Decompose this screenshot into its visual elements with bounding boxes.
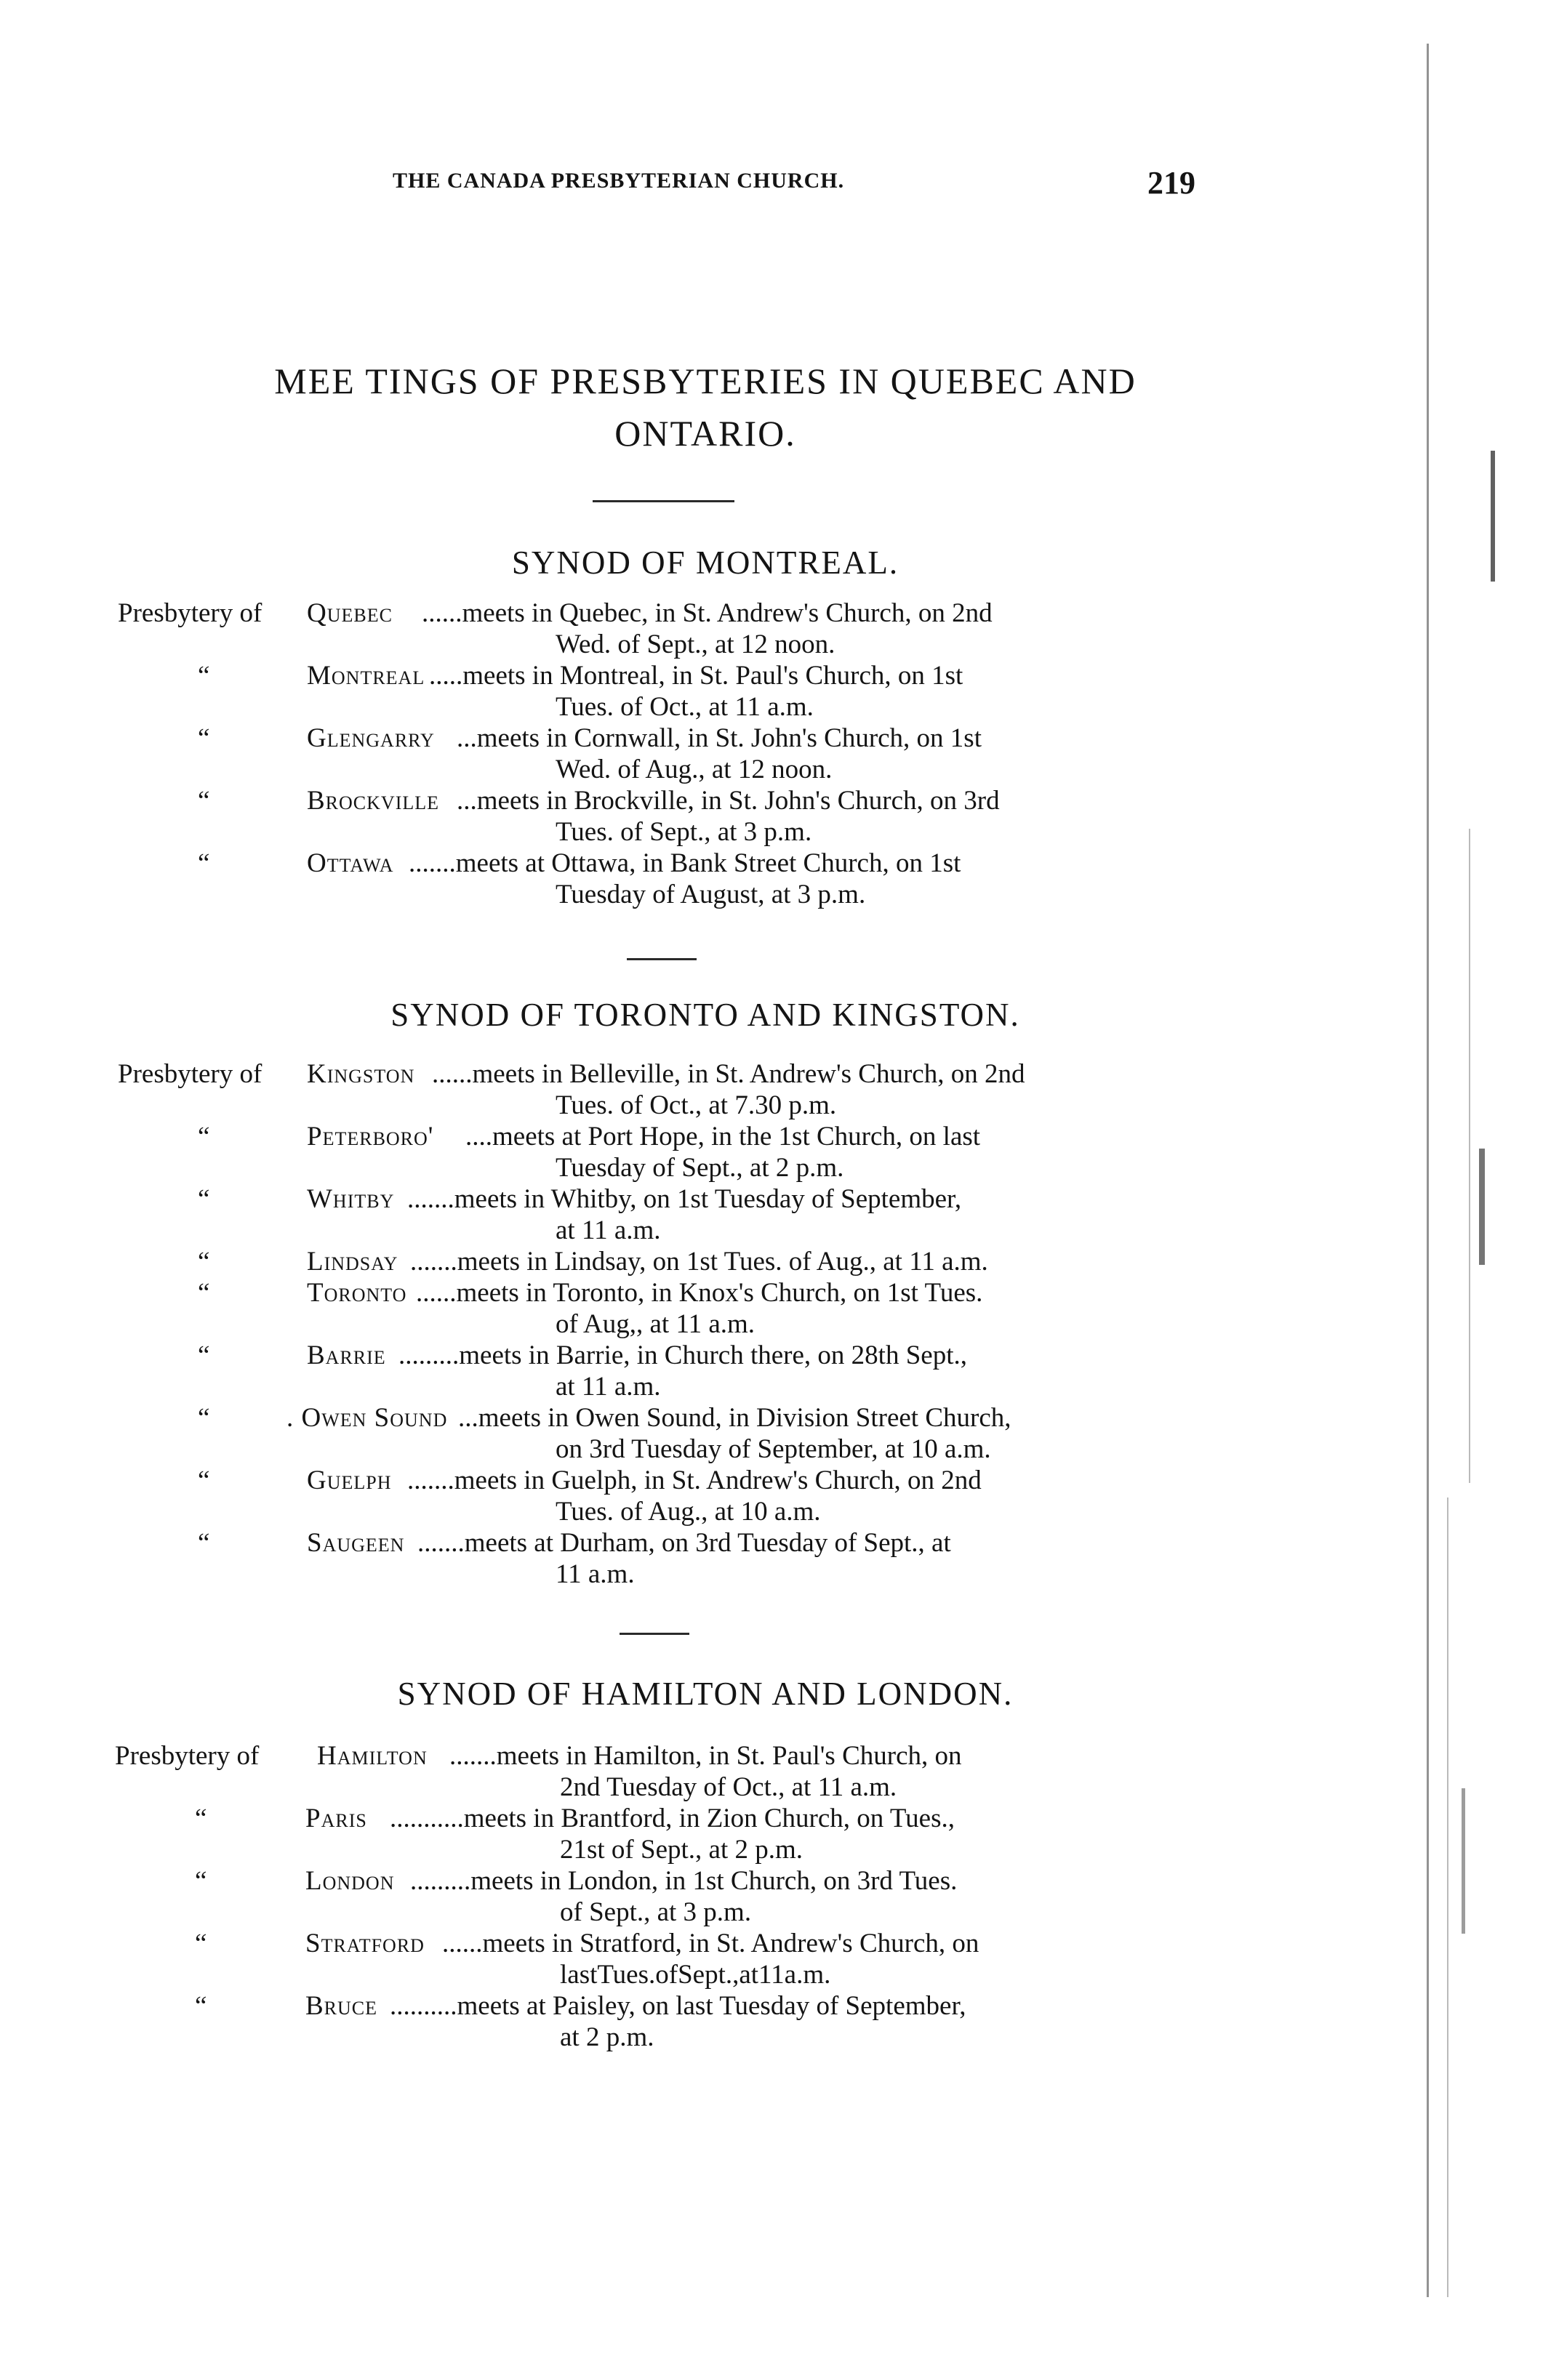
ditto-mark: “ <box>198 1247 210 1277</box>
ditto-mark: “ <box>198 1466 210 1495</box>
presbytery-entry <box>115 1803 1257 1865</box>
meeting-details: .......meets in Hamilton, in St. Paul's Church, on <box>449 1741 962 1771</box>
meeting-details: .......meets at Durham, on 3rd Tuesday of Sept., at <box>417 1528 951 1558</box>
presbytery-name: . Owen Sound <box>286 1403 448 1433</box>
meeting-details-cont: of Sept., at 3 p.m. <box>560 1897 752 1927</box>
presbytery-name: Bruce <box>305 1991 378 2021</box>
presbytery-name: London <box>305 1866 395 1896</box>
meeting-details: ......meets in Stratford, in St. Andrew's Church, on <box>442 1929 979 1958</box>
presbytery-name: Saugeen <box>307 1528 405 1558</box>
ditto-mark: “ <box>198 786 210 816</box>
scan-edge-artifact <box>1425 44 1520 2341</box>
section-divider <box>593 500 734 502</box>
page-title <box>145 355 1265 459</box>
meeting-details-cont: Tuesday of August, at 3 p.m. <box>556 880 866 909</box>
presbytery-name: Whitby <box>307 1184 395 1214</box>
scan-edge-line <box>1447 1497 1448 2297</box>
ditto-mark: “ <box>195 1866 207 1896</box>
running-head: THE CANADA PRESBYTERIAN CHURCH. <box>393 169 845 193</box>
section-divider <box>620 1633 689 1635</box>
meeting-details-cont: 21st of Sept., at 2 p.m. <box>560 1835 803 1865</box>
scan-edge-line <box>1427 44 1429 2297</box>
presbytery-name: Paris <box>305 1804 367 1833</box>
presbytery-label: Presbytery of <box>118 598 262 628</box>
meeting-details: .......meets in Guelph, in St. Andrew's Church, on 2nd <box>407 1466 982 1495</box>
scan-edge-line <box>1469 829 1470 1483</box>
presbytery-entry <box>115 1865 1257 1928</box>
ditto-mark: “ <box>198 1340 210 1370</box>
presbytery-name: Peterboro' <box>307 1122 434 1151</box>
meeting-details-cont: on 3rd Tuesday of September, at 10 a.m. <box>556 1434 991 1464</box>
meeting-details: ....meets at Port Hope, in the 1st Church, on last <box>465 1122 981 1151</box>
ditto-mark: “ <box>195 1929 207 1958</box>
presbytery-name: Lindsay <box>307 1247 398 1277</box>
meeting-details: ...meets in Brockville, in St. John's Church, on 3rd <box>457 786 1000 816</box>
presbytery-entry <box>118 1246 1252 1277</box>
meeting-details-cont: 2nd Tuesday of Oct., at 11 a.m. <box>560 1772 897 1802</box>
presbytery-entry <box>118 1527 1252 1590</box>
meeting-details-cont: 11 a.m. <box>556 1559 635 1589</box>
meeting-details-cont: of Aug,, at 11 a.m. <box>556 1309 756 1339</box>
presbytery-label: Presbytery of <box>118 1059 262 1089</box>
meeting-details-cont: at 11 a.m. <box>556 1215 661 1245</box>
ditto-mark: “ <box>198 1528 210 1558</box>
presbytery-entry <box>118 1277 1252 1340</box>
meeting-details: .......meets at Ottawa, in Bank Street Church, on 1st <box>409 848 961 878</box>
meeting-details: ......meets in Belleville, in St. Andrew's Church, on 2nd <box>432 1059 1025 1089</box>
synod-heading-toronto-kingston: SYNOD OF TORONTO AND KINGSTON. <box>390 997 1020 1033</box>
presbytery-entry <box>118 660 1252 723</box>
presbytery-name: Kingston <box>307 1059 415 1089</box>
presbytery-entry <box>118 785 1252 848</box>
page-title-line-2: ONTARIO. <box>614 413 796 454</box>
meeting-details: ..........meets at Paisley, on last Tuesday of September, <box>390 1991 966 2021</box>
presbytery-entry <box>118 723 1252 785</box>
meeting-details-cont: Tues. of Oct., at 7.30 p.m. <box>556 1090 837 1120</box>
meeting-details: .....meets in Montreal, in St. Paul's Church, on 1st <box>429 661 963 691</box>
presbytery-entry <box>115 1990 1257 2053</box>
presbytery-entry <box>118 1402 1252 1465</box>
scan-edge-line <box>1462 1788 1465 1934</box>
presbytery-entry <box>118 1058 1252 1121</box>
meeting-details-cont: Tues. of Oct., at 11 a.m. <box>556 692 814 722</box>
presbytery-entry <box>115 1740 1257 1803</box>
meeting-details: ...meets in Cornwall, in St. John's Church, on 1st <box>457 723 982 753</box>
ditto-mark: “ <box>198 848 210 878</box>
presbytery-name: Glengarry <box>307 723 435 753</box>
meeting-details: .......meets in Whitby, on 1st Tuesday of September, <box>407 1184 962 1214</box>
presbytery-name: Ottawa <box>307 848 394 878</box>
meeting-details-cont: Wed. of Aug., at 12 noon. <box>556 755 833 784</box>
presbytery-entry <box>118 1465 1252 1527</box>
meeting-details-cont: at 11 a.m. <box>556 1372 661 1402</box>
meeting-details: ......meets in Toronto, in Knox's Church, on 1st Tues. <box>416 1278 983 1308</box>
ditto-mark: “ <box>195 1991 207 2021</box>
page-title-line-1: MEE TINGS OF PRESBYTERIES IN QUEBEC AND <box>274 361 1137 401</box>
presbytery-name: Guelph <box>307 1466 392 1495</box>
meeting-details-cont: Wed. of Sept., at 12 noon. <box>556 630 835 659</box>
ditto-mark: “ <box>198 1403 210 1433</box>
presbytery-name: Quebec <box>307 598 393 628</box>
ditto-mark: “ <box>198 661 210 691</box>
presbytery-name: Toronto <box>307 1278 407 1308</box>
scan-edge-line <box>1491 451 1495 582</box>
presbytery-entry <box>115 1928 1257 1990</box>
ditto-mark: “ <box>198 1122 210 1151</box>
meeting-details: ......meets in Quebec, in St. Andrew's Church, on 2nd <box>422 598 993 628</box>
meeting-details: .........meets in London, in 1st Church, on 3rd Tues. <box>410 1866 958 1896</box>
scan-edge-line <box>1479 1149 1485 1265</box>
meeting-details-cont: Tues. of Aug., at 10 a.m. <box>556 1497 821 1527</box>
meeting-details: .......meets in Lindsay, on 1st Tues. of Aug., at 11 a.m. <box>410 1247 988 1277</box>
presbytery-entry <box>118 1340 1252 1402</box>
section-divider <box>627 958 697 960</box>
meeting-details-cont: Tuesday of Sept., at 2 p.m. <box>556 1153 844 1183</box>
meeting-details-cont: at 2 p.m. <box>560 2022 654 2052</box>
meeting-details: ...........meets in Brantford, in Zion Church, on Tues., <box>390 1804 955 1833</box>
meeting-details-cont: Tues. of Sept., at 3 p.m. <box>556 817 812 847</box>
presbytery-entry <box>118 1121 1252 1183</box>
ditto-mark: “ <box>195 1804 207 1833</box>
presbytery-entry <box>118 598 1252 660</box>
presbytery-name: Brockville <box>307 786 439 816</box>
meeting-details: ...meets in Owen Sound, in Division Street Church, <box>458 1403 1011 1433</box>
synod-heading-hamilton-london: SYNOD OF HAMILTON AND LONDON. <box>397 1676 1014 1712</box>
presbytery-name: Montreal <box>307 661 425 691</box>
presbytery-label: Presbytery of <box>115 1741 260 1771</box>
ditto-mark: “ <box>198 1278 210 1308</box>
ditto-mark: “ <box>198 723 210 753</box>
meeting-details-cont: lastTues.ofSept.,at11a.m. <box>560 1960 831 1990</box>
synod-heading-montreal: SYNOD OF MONTREAL. <box>511 544 899 581</box>
presbytery-entry <box>118 1183 1252 1246</box>
meeting-details: .........meets in Barrie, in Church there, on 28th Sept., <box>398 1340 967 1370</box>
presbytery-name: Barrie <box>307 1340 386 1370</box>
presbytery-name: Stratford <box>305 1929 425 1958</box>
presbytery-name: Hamilton <box>317 1741 428 1771</box>
presbytery-entry <box>118 848 1252 910</box>
page-number: 219 <box>1147 165 1195 201</box>
ditto-mark: “ <box>198 1184 210 1214</box>
